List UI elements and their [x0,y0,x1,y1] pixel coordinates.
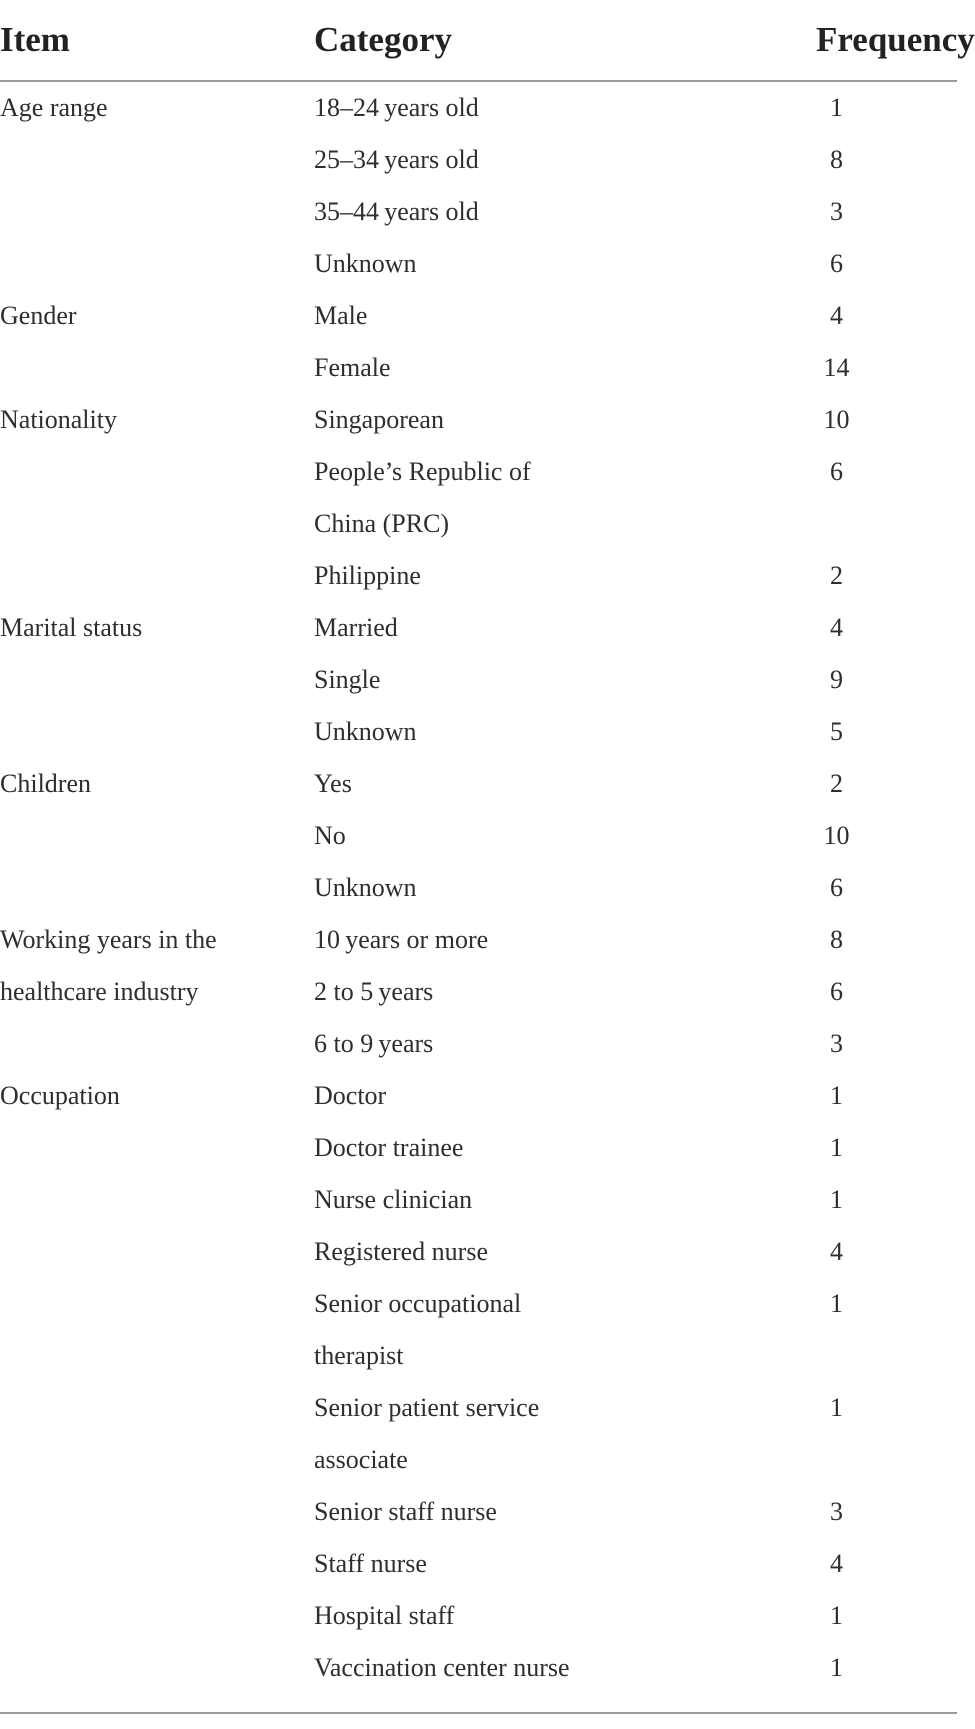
frequency-cell: 6 [830,249,843,278]
item-cell [0,1642,314,1694]
category-cell: Doctor trainee [314,1133,464,1162]
item-cell [0,1590,314,1642]
table-row [0,1642,957,1694]
frequency-cell: 4 [830,301,843,330]
frequency-cell: 1 [830,1185,843,1214]
table-row [0,1486,957,1538]
table-row [0,1226,957,1278]
category-cell: 10 years or more [314,925,489,954]
table-row [0,550,957,602]
header-row [0,0,957,81]
frequency-cell: 1 [830,1653,843,1682]
category-cell: Registered nurse [314,1237,489,1266]
frequency-cell: 4 [830,1549,843,1578]
item-cell [0,1486,314,1538]
category-cell: Senior staff nurse [314,1497,497,1526]
frequency-cell: 1 [830,1289,843,1318]
category-cell: Nurse clinician [314,1185,473,1214]
category-cell: Singaporean [314,405,444,434]
category-cell: Single [314,665,381,694]
category-cell: 35–44 years old [314,197,479,226]
item-cell [0,1278,314,1382]
item-cell [0,706,314,758]
category-cell: Male [314,301,368,330]
category-cell: People’s Republic of China (PRC) [314,457,531,538]
table-row [0,654,957,706]
category-cell: Unknown [314,717,417,746]
item-cell [0,1018,314,1070]
header-category: Category [314,0,734,81]
item-cell [0,810,314,862]
table-body [0,81,957,1694]
table-bottom-rule [0,1712,957,1714]
table-row [0,1538,957,1590]
table-row [0,810,957,862]
table-row [0,81,957,134]
table-row [0,1278,957,1382]
category-cell: Vaccination center nurse [314,1653,570,1682]
item-cell [0,238,314,290]
frequency-cell: 10 [823,405,850,434]
category-cell: Philippine [314,561,421,590]
frequency-cell: 8 [830,145,843,174]
item-cell [0,134,314,186]
frequency-cell: 1 [830,1601,843,1630]
frequency-cell: 4 [830,613,843,642]
table-row [0,238,957,290]
table-row [0,290,957,342]
category-cell: Senior occupational therapist [314,1289,522,1370]
frequency-cell: 1 [830,1133,843,1162]
category-cell: Unknown [314,249,417,278]
table-row [0,1590,957,1642]
category-cell: 6 to 9 years [314,1029,434,1058]
category-cell: Doctor [314,1081,387,1110]
table-row [0,446,957,550]
frequency-cell: 1 [830,1081,843,1110]
frequency-cell: 3 [830,197,843,226]
header-frequency: Frequency [734,0,957,81]
category-cell: Married [314,613,398,642]
frequency-cell: 5 [830,717,843,746]
item-cell: Gender [0,301,77,330]
category-cell: Staff nurse [314,1549,427,1578]
frequency-cell: 3 [830,1497,843,1526]
item-cell [0,1226,314,1278]
item-cell: Age range [0,93,108,122]
item-cell: Nationality [0,405,117,434]
frequency-cell: 1 [830,93,843,122]
frequency-cell: 2 [830,769,843,798]
table-row [0,758,957,810]
table-row [0,1382,957,1486]
table-row [0,862,957,914]
table-row [0,186,957,238]
category-cell: Yes [314,769,352,798]
item-cell [0,1538,314,1590]
frequency-cell: 1 [830,1393,843,1422]
category-cell: 2 to 5 years [314,977,434,1006]
frequency-cell: 4 [830,1237,843,1266]
table-row [0,134,957,186]
frequency-cell: 2 [830,561,843,590]
table-row [0,1070,957,1122]
item-cell [0,862,314,914]
frequency-cell: 14 [823,353,850,382]
table-row [0,602,957,654]
table-row [0,342,957,394]
table-row [0,1122,957,1174]
item-cell [0,1122,314,1174]
frequency-cell: 9 [830,665,843,694]
table-row [0,706,957,758]
frequency-cell: 6 [830,457,843,486]
category-cell: Female [314,353,391,382]
item-cell [0,1174,314,1226]
item-cell [0,186,314,238]
item-cell [0,1382,314,1486]
table-header [0,0,975,81]
category-cell: Unknown [314,873,417,902]
category-cell: Hospital staff [314,1601,455,1630]
item-cell [0,654,314,706]
table-row [0,1018,957,1070]
frequency-cell: 10 [823,821,850,850]
item-cell: Occupation [0,1081,120,1110]
item-cell [0,446,314,550]
item-cell: Children [0,769,91,798]
header-item: Item [0,0,314,81]
category-cell: 25–34 years old [314,145,479,174]
frequency-cell: 6 [830,873,843,902]
item-cell: Marital status [0,613,143,642]
category-cell: Senior patient service associate [314,1393,540,1474]
category-cell: No [314,821,346,850]
item-cell: Working years in the healthcare industry [0,925,217,1006]
table-row [0,914,957,966]
frequency-cell: 8 [830,925,843,954]
table-row [0,1174,957,1226]
item-cell [0,342,314,394]
frequency-cell: 3 [830,1029,843,1058]
item-cell [0,550,314,602]
category-cell: 18–24 years old [314,93,479,122]
frequency-cell: 6 [830,977,843,1006]
table-row [0,394,957,446]
